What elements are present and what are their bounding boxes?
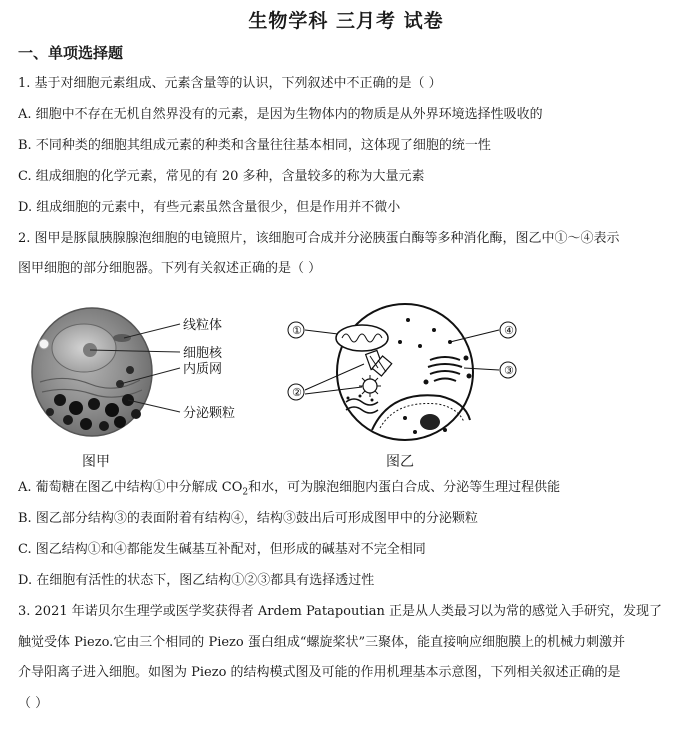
cell-body (32, 308, 152, 436)
q2-option-a-sub: 2 (242, 487, 249, 498)
q1-option-c: C. 组成细胞的化学元素，常见的有 20 多种，含量较多的称为大量元素 (18, 169, 425, 184)
marker-4: ④ (504, 324, 514, 337)
q1-option-a: A. 细胞中不存在无机自然界没有的元素，是因为生物体内的物质是从外界环境选择性吸收的 (18, 107, 543, 122)
label-secretory-granule: 分泌颗粒 (183, 406, 236, 421)
label-nucleus: 细胞核 (183, 346, 223, 361)
q3-line3: 介导阳离子进入细胞。如图为 Piezo 的结构模式图及可能的作用机理基本示意图，下列相关叙述正确的是 (18, 665, 621, 680)
q2-option-b: B. 图乙部分结构③的表面附着有结构④，结构③鼓出后可形成图甲中的分泌颗粒 (18, 511, 478, 526)
section-heading: 一、单项选择题 (18, 44, 124, 62)
figure-yi-diagram (280, 290, 530, 454)
caption-yi: 图乙 (386, 454, 414, 470)
q1-option-d: D. 组成细胞的元素中，有些元素虽然含量很少，但是作用并不微小 (18, 200, 401, 215)
q1-option-b: B. 不同种类的细胞其组成元素的种类和含量往往基本相同，这体现了细胞的统一性 (18, 138, 491, 153)
label-er: 内质网 (183, 362, 223, 377)
marker-2: ② (292, 386, 302, 399)
q3-line1: 3. 2021 年诺贝尔生理学或医学奖获得者 Ardem Patapoutian 正是从人类最习以为常的感觉入手研究，发现了 (18, 604, 663, 619)
q3-line4: （ ） (18, 696, 49, 711)
q3-line2: 触觉受体 Piezo.它由三个相同的 Piezo 蛋白组成“螺旋桨状”三聚体，能直接响应细胞膜上的机械力刺激并 (18, 635, 626, 650)
caption-jia: 图甲 (82, 454, 110, 470)
marker-3: ③ (504, 364, 514, 377)
q2-stem-line1: 2. 图甲是豚鼠胰腺腺泡细胞的电镜照片，该细胞可合成并分泌胰蛋白酶等多种消化酶，图乙中①～④表示 (18, 231, 620, 246)
q2-option-a (18, 478, 678, 498)
exam-title: 生物学科 三月考 试卷 (248, 10, 444, 32)
q1-stem: 1. 基于对细胞元素组成、元素含量等的认识，下列叙述中不正确的是（ ） (18, 76, 442, 91)
q2-option-c: C. 图乙结构①和④都能发生碱基互补配对，但形成的碱基对不完全相同 (18, 542, 426, 557)
q2-option-d: D. 在细胞有活性的状态下，图乙结构①②③都具有选择透过性 (18, 573, 375, 588)
q2-option-a-post: 和水，可为腺泡细胞内蛋白合成、分泌等生理过程供能 (248, 480, 561, 495)
marker-1: ① (292, 324, 302, 337)
figure-jia-micrograph (20, 300, 270, 450)
label-mitochondria: 线粒体 (183, 318, 223, 333)
q2-stem-line2: 图甲细胞的部分细胞器。下列有关叙述正确的是（ ） (18, 261, 322, 276)
mitochondrion-drawing (336, 325, 388, 351)
q2-option-a-pre: A. 葡萄糖在图乙中结构①中分解成 CO (18, 480, 243, 495)
